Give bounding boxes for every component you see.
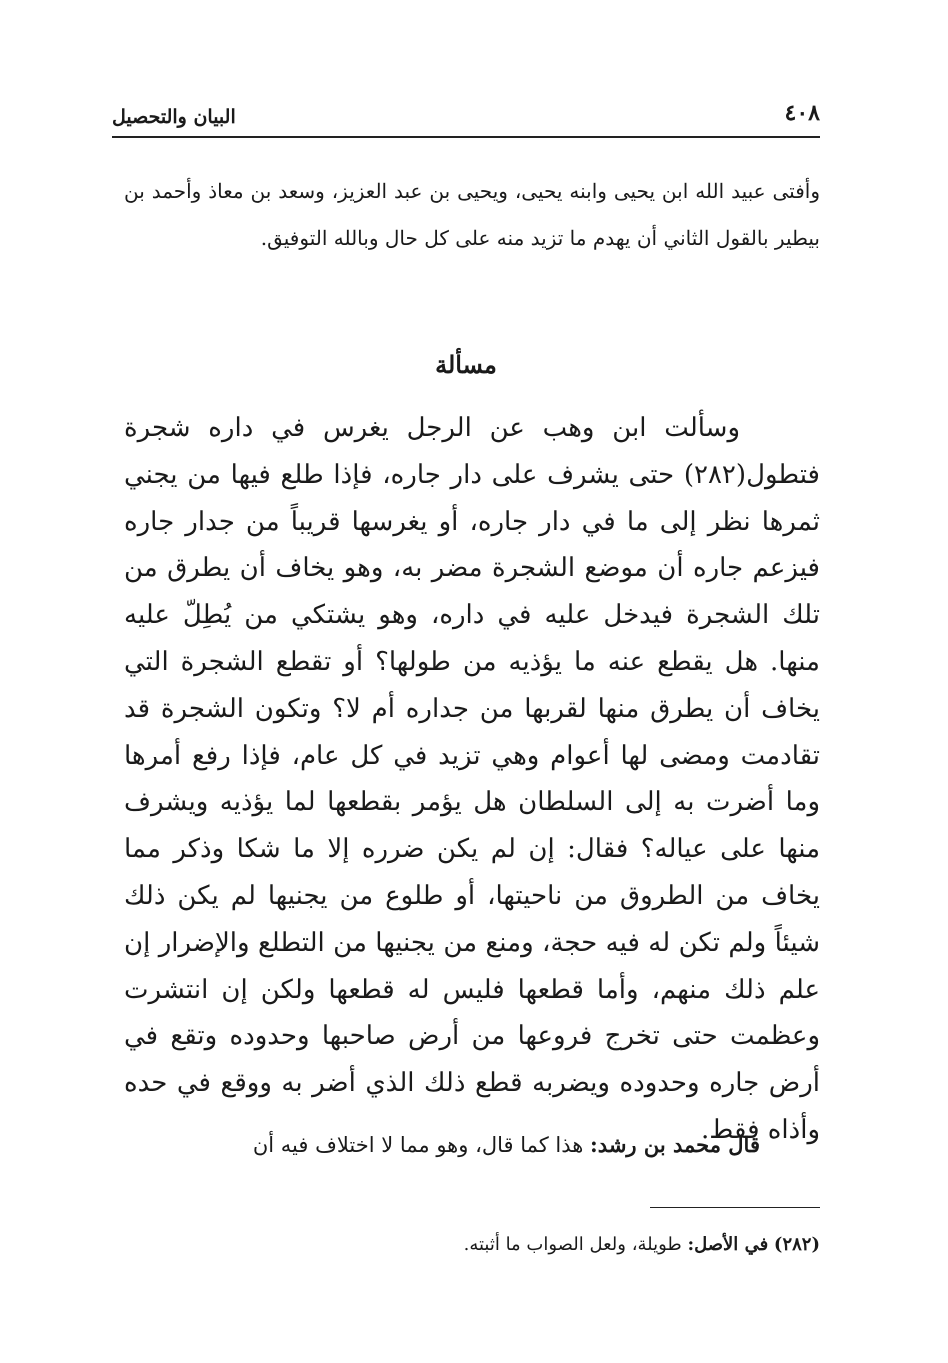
intro-paragraph: وأفتى عبيد الله ابن يحيى وابنه يحيى، ويحيى بن عبد العزيز، وسعد بن معاذ وأحمد بن بيطير بالقول الثاني أن يهدم ما تزيد منه على كل حال وبالله التوفيق. bbox=[124, 179, 820, 250]
footnote-reference: (٢٨٢) bbox=[683, 459, 747, 490]
footnote-text: طويلة، ولعل الصواب ما أثبته. bbox=[463, 1234, 688, 1255]
question-paragraph bbox=[124, 405, 820, 1154]
footnote-number: (٢٨٢) bbox=[773, 1234, 820, 1255]
page-header bbox=[112, 100, 820, 138]
commentary-speaker: قال محمد بن رشد: bbox=[590, 1132, 760, 1157]
commentary-paragraph bbox=[124, 1125, 820, 1165]
section-heading: مسألة bbox=[435, 350, 497, 379]
page-number: ٤٠٨ bbox=[784, 100, 820, 126]
question-text-start: وسألت ابن وهب عن الرجل يغرس في داره شجرة فتطول bbox=[124, 413, 820, 490]
commentary-text: هذا كما قال، وهو مما لا اختلاف فيه أن bbox=[252, 1133, 591, 1157]
question-text-rest: حتى يشرف على دار جاره، فإذا طلع فيها من يجني ثمرها نظر إلى ما في دار جاره، أو يغرسها قريباً من جدار جاره فيزعم جاره أن موضع الشجرة مضر به، وهو يخاف أن يطرق من تلك الشجرة فيدخل عليه في داره، وهو يشتكي من يُطِلّ عليه منها. هل يقطع عنه ما يؤذيه من طولها؟ أو تقطع الشجرة التي يخاف أن يطرق منها لقربها من جداره أم لا؟ وتكون الشجرة قد تقادمت ومضى لها أعوام وهي تزيد في كل عام، فإذا رفع أمرها وما أضرت به إلى السلطان هل يؤمر بقطعها لما يؤذيه ويشرف منها على عياله؟ فقال: إن لم يكن ضرره إلا ما شكا وذكر مما يخاف من الطروق من ناحيتها، أو طلوع من يجنيها لم يكن ذلك شيئاً ولم تكن له فيه حجة، ومنع من يجنيها من التطلع والإضرار إن علم ذلك منهم، وأما قطعها فليس له قطعها ولكن إن انتشرت وعظمت حتى تخرج فروعها من أرض صاحبها وحدوده وتقع في أرض جاره وحدوده ويضربه قطع ذلك الذي أضر به ووقع في حده وأذاه فقط. bbox=[124, 459, 821, 1145]
footnote bbox=[124, 1228, 820, 1262]
running-title: البيان والتحصيل bbox=[112, 106, 236, 128]
footnote-divider bbox=[650, 1207, 820, 1208]
footnote-label: في الأصل: bbox=[687, 1234, 769, 1255]
